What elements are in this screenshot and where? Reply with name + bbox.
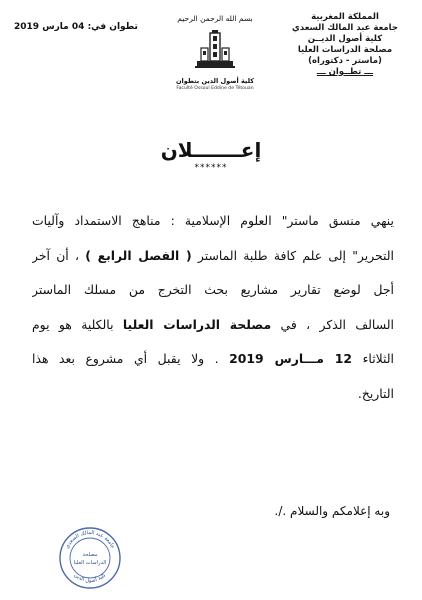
office-label: مصلحة الدراسات العليا xyxy=(122,316,272,332)
date-value: 04 مارس 2019 xyxy=(14,22,85,32)
logo-name: كلية أصول الدين بتطوان xyxy=(175,77,255,85)
header-line: جامعة عبد المالك السعدي xyxy=(292,23,398,33)
semester-label: ( الفصل الرابع ) xyxy=(85,247,192,263)
stamp-ring-text xyxy=(64,530,116,550)
stamp-ring-textpath: جامعة عبد المالك السعدي xyxy=(64,529,116,550)
body-line xyxy=(32,308,394,343)
page-title: إعـــــــلان xyxy=(160,138,262,162)
header-line: ـــ تطــوان ـــ xyxy=(316,67,374,77)
header-line: مصلحة الدراسات العليا xyxy=(297,45,393,55)
body-text: . ولا يقبل أي مشروع بعد هذا xyxy=(32,351,230,366)
faculty-logo-block xyxy=(170,14,260,91)
body-text: التحرير" إلى علم كافة طلبة الماستر xyxy=(191,247,394,263)
title-ornament: ****** xyxy=(194,163,228,173)
basmala: بسم الله الرحمن الرحيم xyxy=(177,14,253,23)
date-line xyxy=(10,22,138,32)
stamp-bottom-textpath: كلية أصول الدين xyxy=(72,572,108,585)
body-text: الثلاثاء xyxy=(352,351,394,366)
official-stamp xyxy=(58,526,122,590)
header-line: كلية أصول الديــن xyxy=(307,34,383,44)
body-line xyxy=(32,239,394,274)
deadline-date: 12 مـــارس 2019 xyxy=(229,351,353,366)
announcement-body xyxy=(32,204,394,411)
body-text: بالكلية هو يوم xyxy=(32,316,123,332)
body-line: ينهي منسق ماستر" العلوم الإسلامية : مناهج الاستمداد وآليات xyxy=(32,213,394,228)
institution-header xyxy=(280,12,410,78)
logo-latin: Faculté Ossoul Eddine de Tétouan xyxy=(176,86,254,91)
stamp-bottom-text xyxy=(73,572,108,584)
stamp-center-line2: الدراسات العليا xyxy=(73,560,107,566)
body-line: أجل لوضع تقارير مشاريع بحث التخرج من مسلك الماستر xyxy=(32,282,394,297)
body-text: السالف الذكر ، في xyxy=(271,316,394,332)
body-line: التاريخ. xyxy=(357,385,394,401)
body-line xyxy=(32,342,394,377)
header-line: (ماستر - دكتوراه) xyxy=(308,56,382,66)
date-place: تطوان في: xyxy=(87,22,138,32)
closing-line: وبه إعلامكم والسلام ./. xyxy=(274,504,390,518)
faculty-logo-icon xyxy=(192,26,238,72)
header-line: المملكة المغربية xyxy=(311,12,379,22)
body-text: ، أن آخر xyxy=(32,247,86,263)
stamp-center-line1: مصلحة xyxy=(82,552,98,558)
